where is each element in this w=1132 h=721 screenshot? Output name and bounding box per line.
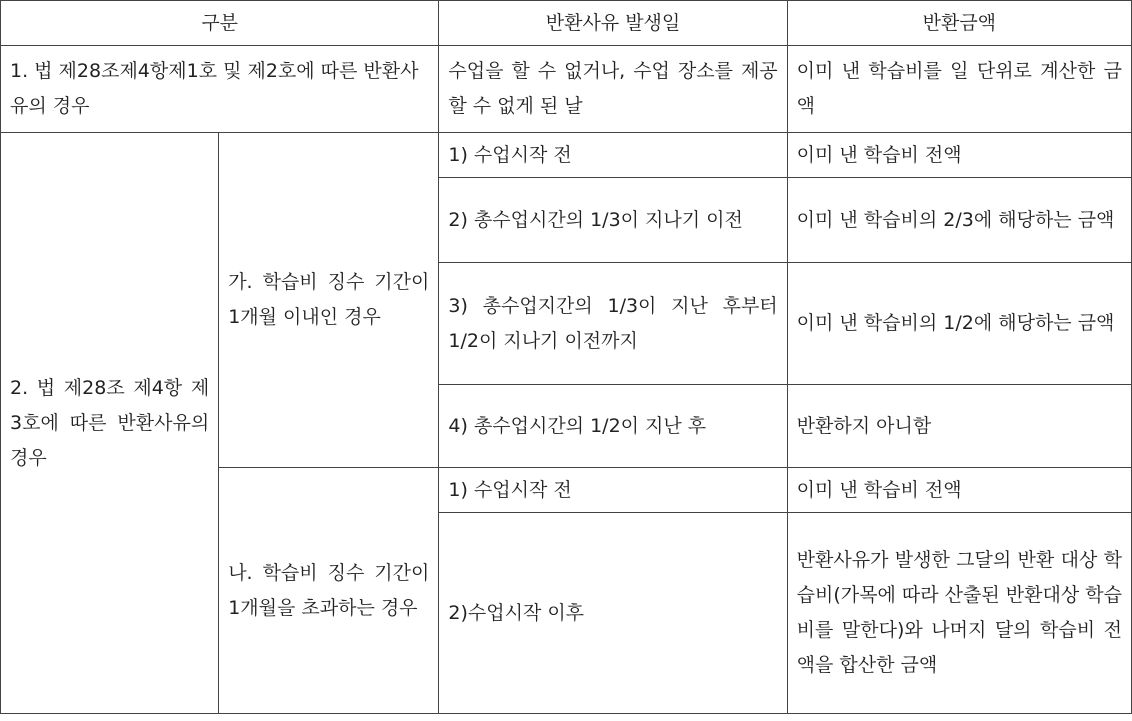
header-occurrence-date: 반환사유 발생일 xyxy=(439,1,787,46)
refund-amount-cell: 이미 낸 학습비 전액 xyxy=(787,468,1131,513)
occurrence-date-cell: 수업을 할 수 없거나, 수업 장소를 제공할 수 없게 된 날 xyxy=(439,46,787,133)
header-refund-amount: 반환금액 xyxy=(787,1,1131,46)
table-row xyxy=(1,46,1132,133)
subcategory-cell: 가. 학습비 징수 기간이 1개월 이내인 경우 xyxy=(219,133,439,468)
refund-amount-cell: 반환사유가 발생한 그달의 반환 대상 학습비(가목에 따라 산출된 반환대상 학습비를 말한다)와 나머지 달의 학습비 전액을 합산한 금액 xyxy=(787,513,1131,714)
refund-amount-cell: 이미 낸 학습비 전액 xyxy=(787,133,1131,178)
refund-amount-cell: 반환하지 아니함 xyxy=(787,385,1131,468)
occurrence-date-cell: 1) 수업시작 전 xyxy=(439,468,787,513)
category-cell: 1. 법 제28조제4항제1호 및 제2호에 따른 반환사유의 경우 xyxy=(1,46,439,133)
occurrence-date-cell: 2)수업시작 이후 xyxy=(439,513,787,714)
refund-amount-cell: 이미 낸 학습비의 1/2에 해당하는 금액 xyxy=(787,263,1131,385)
occurrence-date-cell: 2) 총수업시간의 1/3이 지나기 이전 xyxy=(439,178,787,263)
category-cell: 2. 법 제28조 제4항 제3호에 따른 반환사유의 경우 xyxy=(1,133,219,714)
table-row xyxy=(1,133,1132,178)
occurrence-date-cell: 4) 총수업시간의 1/2이 지난 후 xyxy=(439,385,787,468)
header-category: 구분 xyxy=(1,1,439,46)
header-row xyxy=(1,1,1132,46)
occurrence-date-cell: 3) 총수업지간의 1/3이 지난 후부터 1/2이 지나기 이전까지 xyxy=(439,263,787,385)
refund-amount-cell: 이미 낸 학습비를 일 단위로 계산한 금액 xyxy=(787,46,1131,133)
occurrence-date-cell: 1) 수업시작 전 xyxy=(439,133,787,178)
refund-amount-cell: 이미 낸 학습비의 2/3에 해당하는 금액 xyxy=(787,178,1131,263)
subcategory-cell: 나. 학습비 징수 기간이 1개월을 초과하는 경우 xyxy=(219,468,439,714)
